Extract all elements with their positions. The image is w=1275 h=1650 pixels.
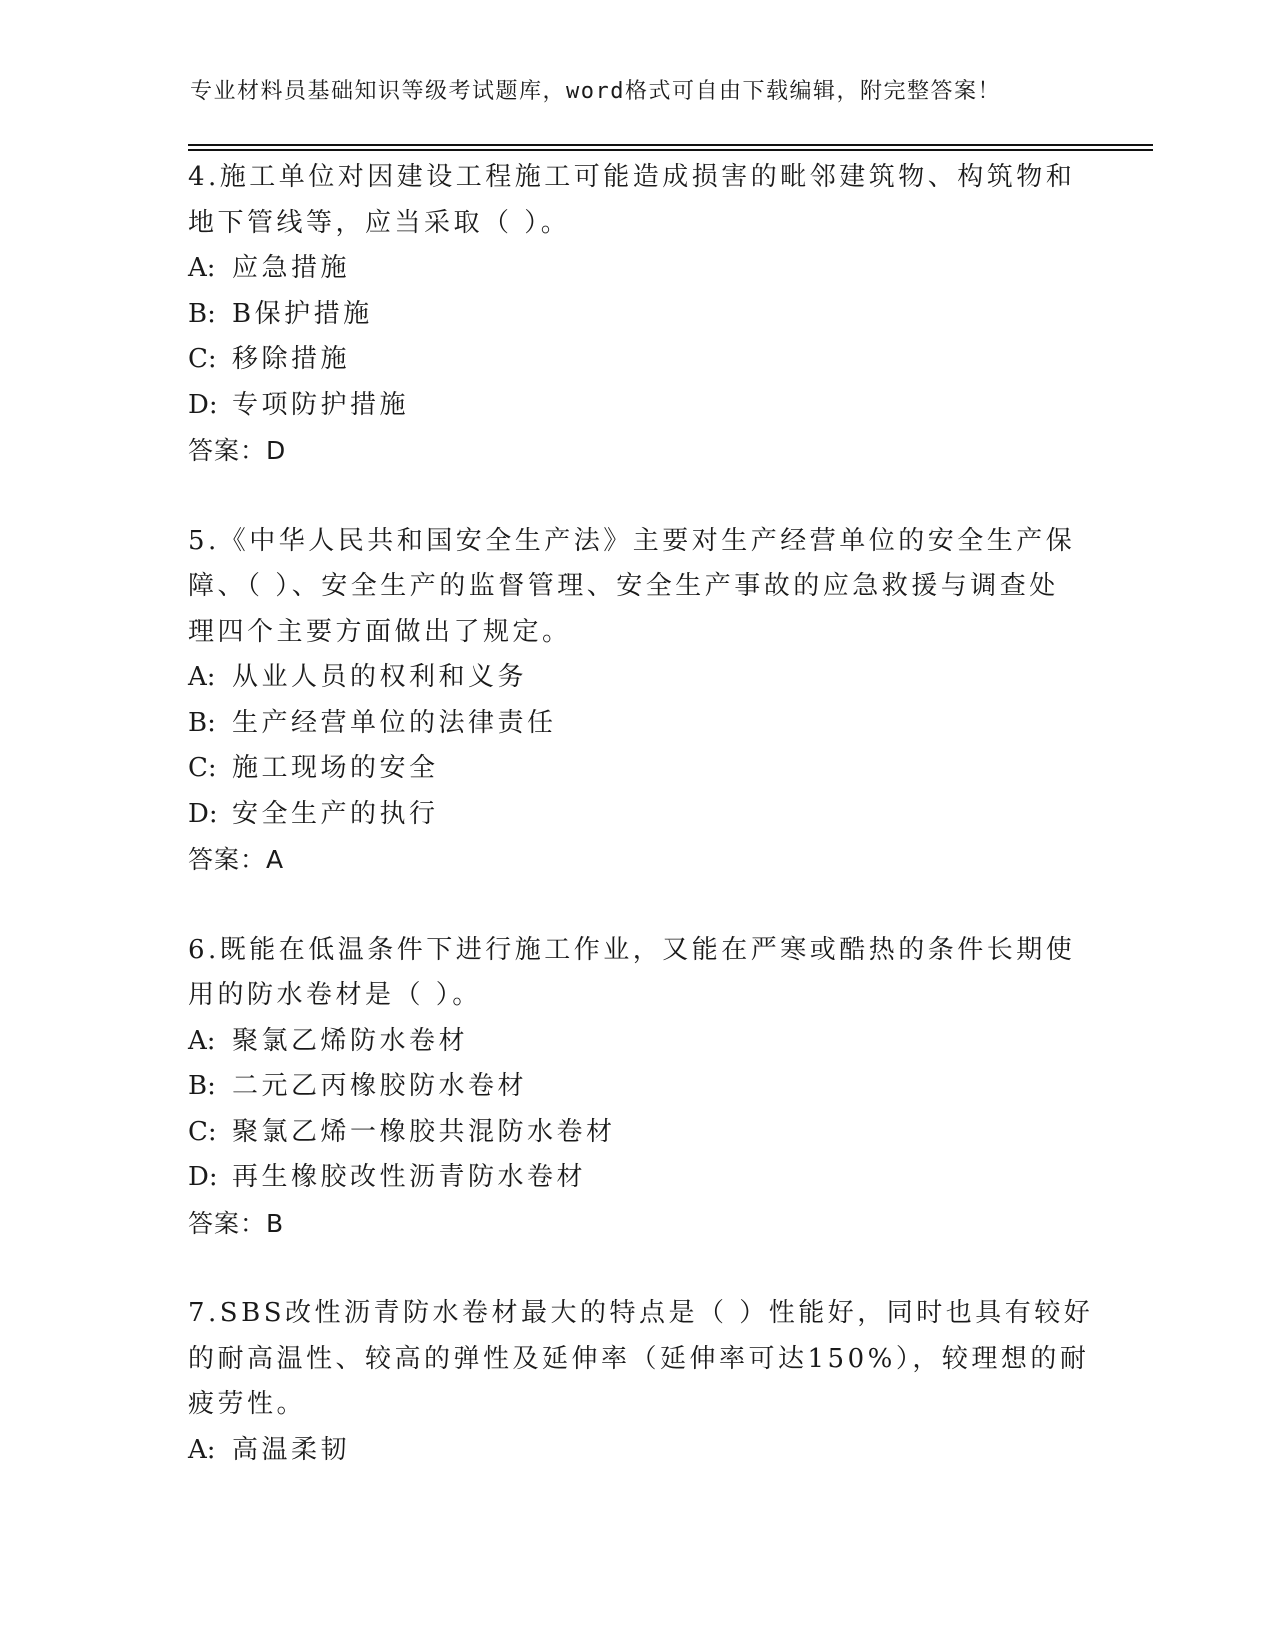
option-text: 生产经营单位的法律责任 bbox=[232, 707, 557, 738]
option-d bbox=[188, 383, 1088, 429]
question-5 bbox=[188, 519, 1088, 883]
option-text: 聚氯乙烯一橡胶共混防水卷材 bbox=[232, 1116, 616, 1147]
option-text: 移除措施 bbox=[232, 344, 351, 374]
option-text: 从业人员的权利和义务 bbox=[232, 662, 528, 692]
option-letter: B: bbox=[188, 707, 216, 738]
question-list bbox=[188, 155, 1094, 1518]
option-c bbox=[188, 337, 1088, 383]
option-text: B保护措施 bbox=[232, 298, 373, 329]
option-b bbox=[188, 701, 1088, 747]
option-b bbox=[188, 1064, 1088, 1110]
option-a bbox=[188, 655, 1088, 701]
option-letter: A: bbox=[188, 1434, 216, 1465]
question-text-line: 5.《中华人民共和国安全生产法》主要对生产经营单位的安全生产保 bbox=[188, 525, 1076, 556]
option-d bbox=[188, 792, 1088, 838]
question-text-line: 理四个主要方面做出了规定。 bbox=[188, 616, 572, 647]
header-divider-top bbox=[188, 144, 1153, 146]
question-text-line: 的耐高温性、较高的弹性及延伸率（延伸率可达150%），较理想的耐 bbox=[188, 1343, 1090, 1374]
option-letter: A: bbox=[188, 253, 216, 283]
option-letter: C: bbox=[188, 344, 217, 374]
option-text: 安全生产的执行 bbox=[232, 798, 439, 829]
option-letter: C: bbox=[188, 753, 217, 783]
option-text: 高温柔韧 bbox=[232, 1434, 351, 1465]
option-letter: D: bbox=[188, 1162, 218, 1192]
option-a bbox=[188, 246, 1088, 292]
answer-line: 答案：A bbox=[188, 845, 285, 874]
option-a bbox=[188, 1019, 1088, 1065]
page-header: 专业材料员基础知识等级考试题库，word格式可自由下载编辑，附完整答案！ bbox=[190, 79, 1001, 104]
option-d bbox=[188, 1155, 1088, 1201]
option-c bbox=[188, 1110, 1088, 1156]
question-7 bbox=[188, 1291, 1094, 1473]
option-a bbox=[188, 1428, 1088, 1474]
question-text-line: 地下管线等，应当采取（ ）。 bbox=[188, 207, 571, 238]
option-letter: B: bbox=[188, 298, 216, 329]
option-letter: A: bbox=[188, 662, 216, 692]
question-text-line: 用的防水卷材是（ ）。 bbox=[188, 980, 482, 1010]
question-6 bbox=[188, 928, 1088, 1247]
option-letter: C: bbox=[188, 1116, 217, 1147]
question-text-line: 疲劳性。 bbox=[188, 1389, 307, 1419]
option-letter: B: bbox=[188, 1071, 216, 1101]
question-4 bbox=[188, 155, 1088, 474]
option-text: 应急措施 bbox=[232, 253, 351, 283]
option-text: 再生橡胶改性沥青防水卷材 bbox=[232, 1162, 587, 1192]
option-c bbox=[188, 746, 1088, 792]
option-text: 二元乙丙橡胶防水卷材 bbox=[232, 1071, 528, 1101]
question-text-line: 障、（ ）、安全生产的监督管理、安全生产事故的应急救援与调查处 bbox=[188, 571, 1059, 601]
header-divider-bottom bbox=[188, 149, 1153, 151]
option-text: 专项防护措施 bbox=[232, 389, 410, 420]
option-letter: A: bbox=[188, 1025, 216, 1056]
option-letter: D: bbox=[188, 798, 218, 829]
option-b bbox=[188, 292, 1088, 338]
option-text: 施工现场的安全 bbox=[232, 753, 439, 783]
question-text-line: 6.既能在低温条件下进行施工作业，又能在严寒或酷热的条件长期使 bbox=[188, 934, 1076, 965]
option-letter: D: bbox=[188, 389, 218, 420]
answer-line: 答案：D bbox=[188, 436, 287, 465]
option-text: 聚氯乙烯防水卷材 bbox=[232, 1025, 469, 1056]
answer-line: 答案：B bbox=[188, 1208, 285, 1238]
question-text-line: 4.施工单位对因建设工程施工可能造成损害的毗邻建筑物、构筑物和 bbox=[188, 162, 1076, 192]
question-text-line: 7.SBS改性沥青防水卷材最大的特点是（ ）性能好，同时也具有较好 bbox=[188, 1298, 1094, 1328]
